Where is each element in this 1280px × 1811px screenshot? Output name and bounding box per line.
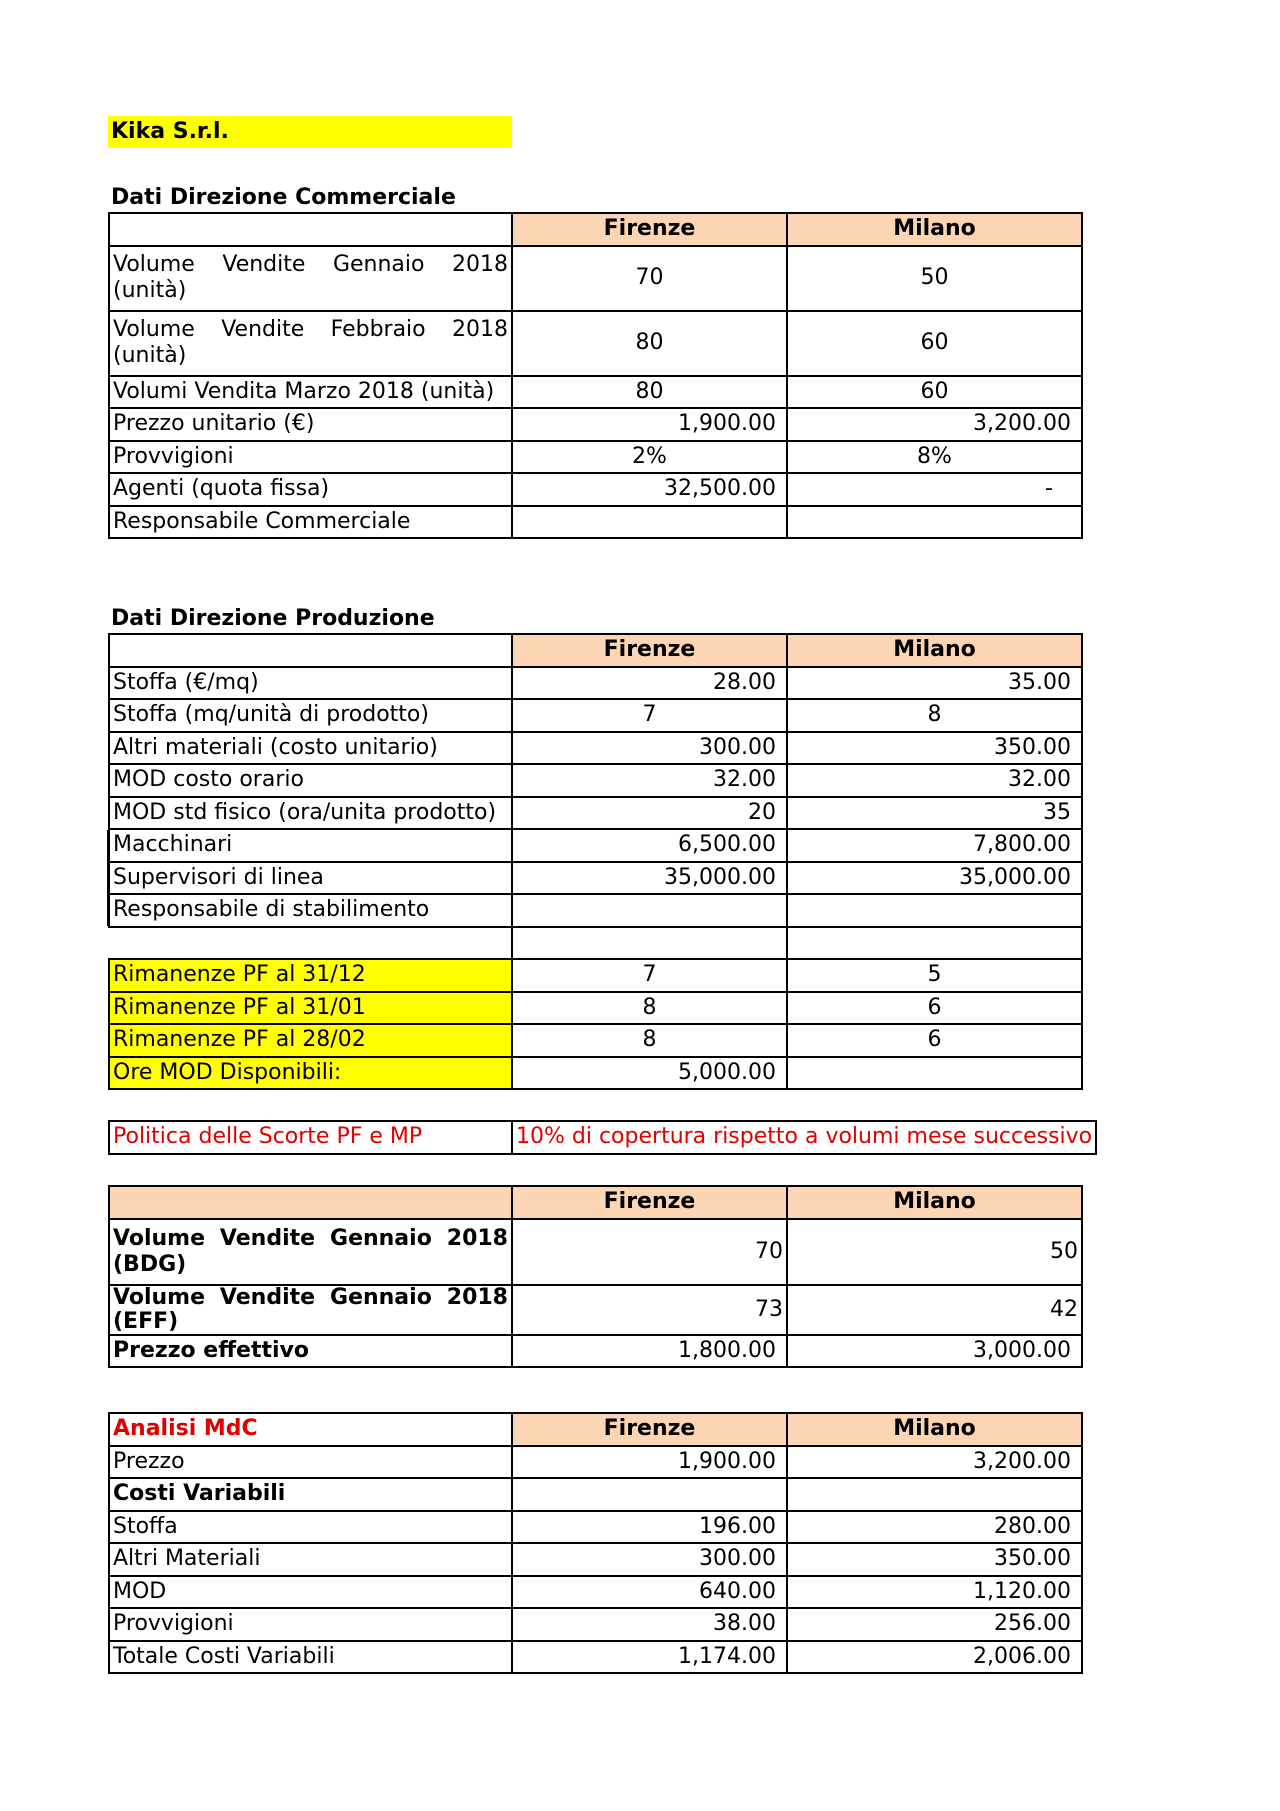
firenze-cell: 2% bbox=[512, 441, 787, 474]
row-label: Provvigioni bbox=[109, 441, 512, 474]
mdc-title: Analisi MdC bbox=[109, 1413, 512, 1446]
row-label: MOD std fisico (ora/unita prodotto) bbox=[109, 797, 512, 830]
firenze-cell: 80 bbox=[512, 311, 787, 376]
mdc-table bbox=[108, 1412, 1083, 1674]
firenze-cell: 1,800.00 bbox=[512, 1335, 787, 1368]
milano-cell: 6 bbox=[787, 992, 1082, 1025]
firenze-cell: 20 bbox=[512, 797, 787, 830]
milano-cell bbox=[787, 506, 1082, 539]
milano-cell bbox=[787, 894, 1082, 927]
header-milano: Milano bbox=[787, 1413, 1082, 1446]
firenze-cell: 70 bbox=[512, 1219, 787, 1285]
milano-cell: 6 bbox=[787, 1024, 1082, 1057]
commerciale-title: Dati Direzione Commerciale bbox=[111, 185, 456, 210]
firenze-cell: 196.00 bbox=[512, 1511, 787, 1544]
header-milano: Milano bbox=[787, 634, 1082, 667]
row-label: Altri materiali (costo unitario) bbox=[109, 732, 512, 765]
row-label: Agenti (quota fissa) bbox=[109, 473, 512, 506]
row-label: Macchinari bbox=[109, 829, 512, 862]
firenze-cell: 1,900.00 bbox=[512, 408, 787, 441]
firenze-cell: 73 bbox=[512, 1285, 787, 1335]
milano-cell: 35.00 bbox=[787, 667, 1082, 700]
row-label: Ore MOD Disponibili: bbox=[109, 1057, 512, 1090]
row-label: Stoffa bbox=[109, 1511, 512, 1544]
header-blank-cell bbox=[109, 1186, 512, 1219]
row-label bbox=[109, 927, 512, 960]
firenze-cell: 300.00 bbox=[512, 732, 787, 765]
header-firenze: Firenze bbox=[512, 1186, 787, 1219]
firenze-cell: 640.00 bbox=[512, 1576, 787, 1609]
produzione-table bbox=[108, 633, 1083, 1090]
row-label: Volume Vendite Gennaio 2018 (unità) bbox=[109, 246, 512, 311]
politica-table bbox=[108, 1120, 1097, 1155]
header-milano: Milano bbox=[787, 213, 1082, 246]
milano-cell: 60 bbox=[787, 376, 1082, 409]
row-label: Rimanenze PF al 31/01 bbox=[109, 992, 512, 1025]
milano-cell: 280.00 bbox=[787, 1511, 1082, 1544]
company-name: Kika S.r.l. bbox=[108, 116, 512, 148]
milano-cell: 350.00 bbox=[787, 732, 1082, 765]
row-label: Responsabile Commerciale bbox=[109, 506, 512, 539]
firenze-cell: 28.00 bbox=[512, 667, 787, 700]
milano-cell: 3,200.00 bbox=[787, 408, 1082, 441]
header-firenze: Firenze bbox=[512, 213, 787, 246]
header-blank-cell bbox=[109, 213, 512, 246]
row-label: Stoffa (€/mq) bbox=[109, 667, 512, 700]
row-label: Volume Vendite Febbraio 2018 (unità) bbox=[109, 311, 512, 376]
milano-cell bbox=[787, 927, 1082, 960]
milano-cell: 256.00 bbox=[787, 1608, 1082, 1641]
milano-cell: - bbox=[787, 473, 1082, 506]
commerciale-table bbox=[108, 212, 1083, 539]
firenze-cell: 32,500.00 bbox=[512, 473, 787, 506]
row-label: Volumi Vendita Marzo 2018 (unità) bbox=[109, 376, 512, 409]
firenze-cell: 38.00 bbox=[512, 1608, 787, 1641]
firenze-cell: 32.00 bbox=[512, 764, 787, 797]
milano-cell: 35,000.00 bbox=[787, 862, 1082, 895]
firenze-cell: 1,900.00 bbox=[512, 1446, 787, 1479]
row-label: Prezzo unitario (€) bbox=[109, 408, 512, 441]
milano-cell: 2,006.00 bbox=[787, 1641, 1082, 1674]
politica-value: 10% di copertura rispetto a volumi mese successivo bbox=[512, 1121, 1096, 1154]
milano-cell: 8% bbox=[787, 441, 1082, 474]
row-label: Provvigioni bbox=[109, 1608, 512, 1641]
milano-cell: 5 bbox=[787, 959, 1082, 992]
milano-cell: 8 bbox=[787, 699, 1082, 732]
firenze-cell bbox=[512, 1478, 787, 1511]
header-firenze: Firenze bbox=[512, 1413, 787, 1446]
row-label: Stoffa (mq/unità di prodotto) bbox=[109, 699, 512, 732]
row-label: Prezzo bbox=[109, 1446, 512, 1479]
row-label: Supervisori di linea bbox=[109, 862, 512, 895]
header-milano: Milano bbox=[787, 1186, 1082, 1219]
firenze-cell: 1,174.00 bbox=[512, 1641, 787, 1674]
firenze-cell: 7 bbox=[512, 959, 787, 992]
row-label: Volume Vendite Gennaio 2018 (BDG) bbox=[109, 1219, 512, 1285]
milano-cell bbox=[787, 1057, 1082, 1090]
row-label: Altri Materiali bbox=[109, 1543, 512, 1576]
firenze-cell bbox=[512, 927, 787, 960]
firenze-cell: 300.00 bbox=[512, 1543, 787, 1576]
milano-cell: 32.00 bbox=[787, 764, 1082, 797]
milano-cell: 50 bbox=[787, 246, 1082, 311]
header-firenze: Firenze bbox=[512, 634, 787, 667]
firenze-cell: 70 bbox=[512, 246, 787, 311]
firenze-cell bbox=[512, 894, 787, 927]
row-label: Totale Costi Variabili bbox=[109, 1641, 512, 1674]
milano-cell: 1,120.00 bbox=[787, 1576, 1082, 1609]
milano-cell: 350.00 bbox=[787, 1543, 1082, 1576]
row-label: Rimanenze PF al 28/02 bbox=[109, 1024, 512, 1057]
milano-cell: 35 bbox=[787, 797, 1082, 830]
row-label: Volume Vendite Gennaio 2018 (EFF) bbox=[109, 1285, 512, 1335]
row-label: Rimanenze PF al 31/12 bbox=[109, 959, 512, 992]
firenze-cell: 80 bbox=[512, 376, 787, 409]
firenze-cell: 8 bbox=[512, 992, 787, 1025]
produzione-title: Dati Direzione Produzione bbox=[111, 606, 435, 631]
milano-cell: 3,000.00 bbox=[787, 1335, 1082, 1368]
milano-cell: 50 bbox=[787, 1219, 1082, 1285]
effettivo-table bbox=[108, 1185, 1083, 1368]
milano-cell: 3,200.00 bbox=[787, 1446, 1082, 1479]
row-group-bracket bbox=[107, 830, 110, 926]
milano-cell bbox=[787, 1478, 1082, 1511]
row-label: MOD costo orario bbox=[109, 764, 512, 797]
firenze-cell: 8 bbox=[512, 1024, 787, 1057]
row-label: Responsabile di stabilimento bbox=[109, 894, 512, 927]
milano-cell: 42 bbox=[787, 1285, 1082, 1335]
row-label: Prezzo effettivo bbox=[109, 1335, 512, 1368]
milano-cell: 7,800.00 bbox=[787, 829, 1082, 862]
milano-cell: 60 bbox=[787, 311, 1082, 376]
header-blank-cell bbox=[109, 634, 512, 667]
firenze-cell: 5,000.00 bbox=[512, 1057, 787, 1090]
politica-label: Politica delle Scorte PF e MP bbox=[109, 1121, 512, 1154]
firenze-cell: 7 bbox=[512, 699, 787, 732]
row-label: MOD bbox=[109, 1576, 512, 1609]
row-label: Costi Variabili bbox=[109, 1478, 512, 1511]
firenze-cell: 6,500.00 bbox=[512, 829, 787, 862]
firenze-cell bbox=[512, 506, 787, 539]
firenze-cell: 35,000.00 bbox=[512, 862, 787, 895]
